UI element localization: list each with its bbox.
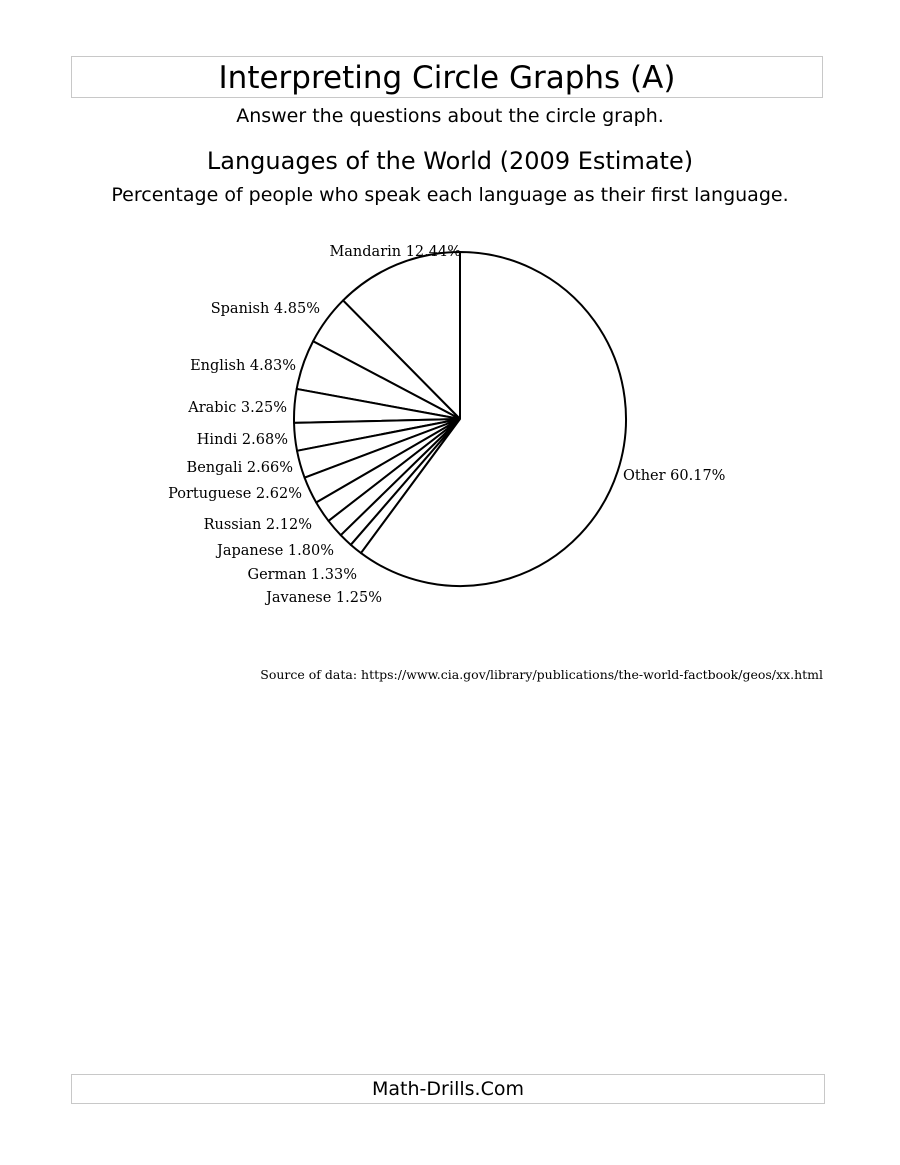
slice-label-hindi: Hindi 2.68%	[196, 432, 288, 448]
slice-label-arabic: Arabic 3.25%	[188, 400, 287, 416]
slice-label-mandarin: Mandarin 12.44%	[329, 244, 461, 260]
slice-label-other: Other 60.17%	[623, 468, 726, 484]
slice-label-javanese: Javanese 1.25%	[266, 590, 382, 606]
slice-label-german: German 1.33%	[247, 567, 357, 583]
slice-label-spanish: Spanish 4.85%	[210, 301, 320, 317]
source-note: Source of data: https://www.cia.gov/library/publications/the-world-factbook/geos/xx.html	[260, 667, 823, 682]
slice-label-portuguese: Portuguese 2.62%	[168, 486, 302, 502]
slice-label-russian: Russian 2.12%	[203, 517, 312, 533]
worksheet-title: Interpreting Circle Graphs (A)	[218, 60, 676, 96]
slice-label-bengali: Bengali 2.66%	[186, 460, 293, 476]
pie-slices	[294, 252, 626, 586]
chart-title: Languages of the World (2009 Estimate)	[206, 147, 694, 175]
chart-subtitle: Percentage of people who speak each language as their first language.	[111, 184, 789, 206]
instructions: Answer the questions about the circle graph.	[236, 105, 664, 127]
slice-label-japanese: Japanese 1.80%	[217, 543, 334, 559]
footer-text: Math-Drills.Com	[372, 1078, 524, 1100]
slice-label-english: English 4.83%	[190, 358, 296, 374]
